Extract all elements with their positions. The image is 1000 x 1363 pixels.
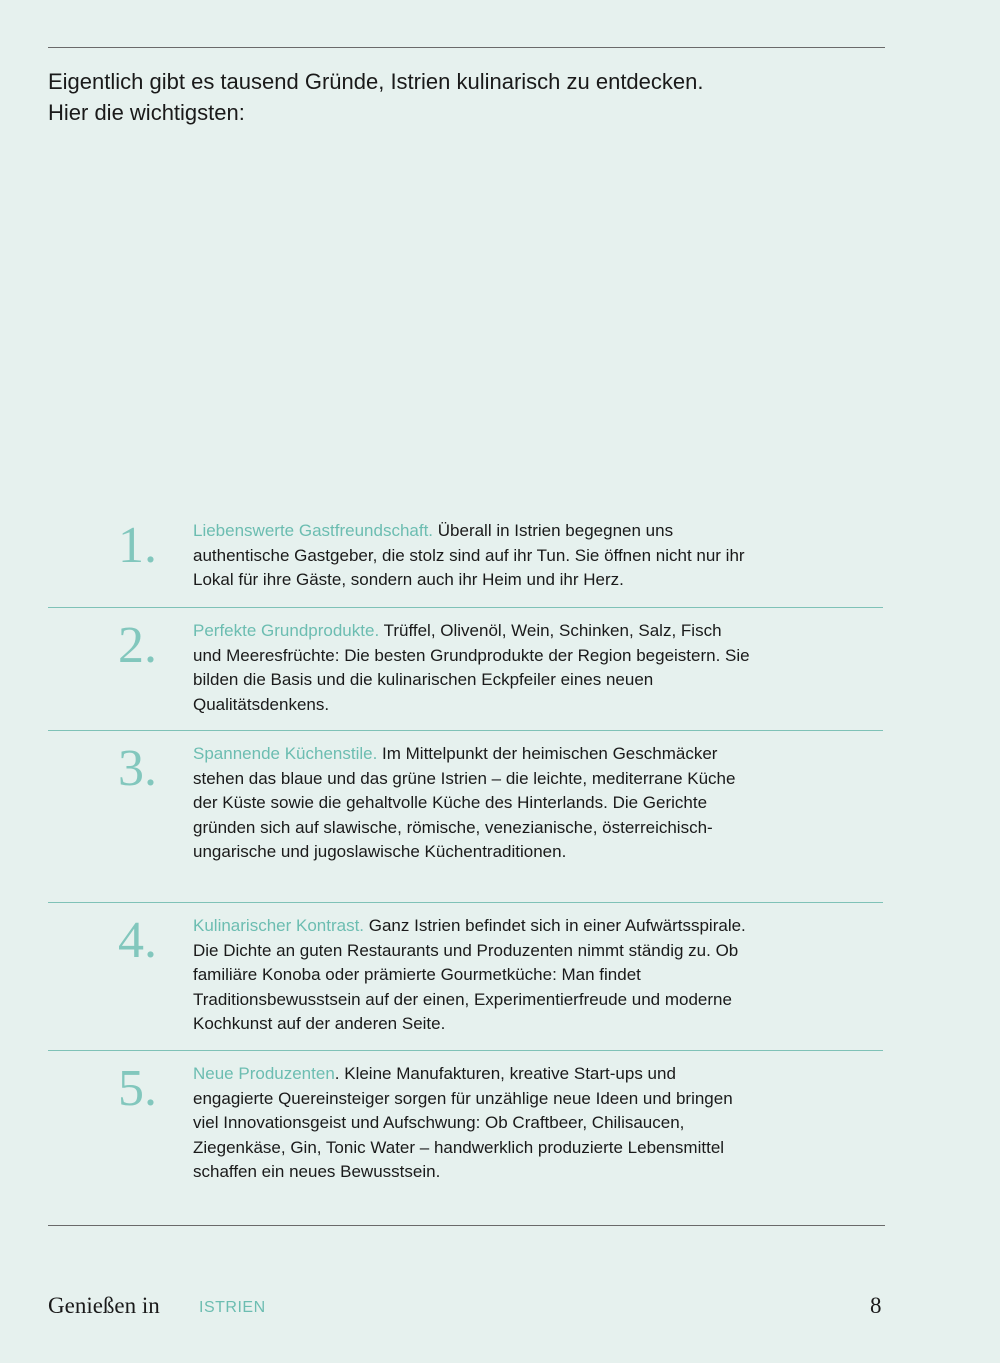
item-body: Überall in Istrien begegnen uns authentische Gastgeber, die stolz sind auf ihr Tun. Sie öffnen nicht nur ihr Lokal für ihre Gäste, sondern auch ihr Heim und ihr Herz.: [193, 521, 745, 589]
item-heading: Neue Produzenten: [193, 1064, 335, 1083]
item-text: [193, 914, 753, 1037]
item-body: Ganz Istrien befindet sich in einer Aufwärtsspirale. Die Dichte an guten Restaurants und Produzenten nimmt ständig zu. Ob familiäre Konoba oder prämierte Gourmetküche: Man findet Traditionsbewusstsein auf der einen, Experimentierfreude und moderne Kochkunst auf der anderen Seite.: [193, 916, 746, 1033]
item-body: . Kleine Manufakturen, kreative Start-ups und engagierte Quereinsteiger sorgen für unzählige neue Ideen und bringen viel Innovationsgeist und Aufschwung: Ob Craftbeer, Chilisaucen, Ziegenkäse, Gin, Tonic Water – handwerklich produzierte Lebensmittel schaffen ein neues Bewusstsein.: [193, 1064, 733, 1181]
item-text: [193, 1062, 753, 1185]
item-number: 3.: [118, 740, 157, 797]
footer-title: Genießen in: [48, 1293, 160, 1318]
item-number: 1.: [118, 517, 157, 574]
item-separator: [48, 902, 883, 903]
item-heading: Perfekte Grundprodukte.: [193, 621, 380, 640]
item-heading: Spannende Küchenstile.: [193, 744, 378, 763]
item-body: Trüffel, Olivenöl, Wein, Schinken, Salz, Fisch und Meeresfrüchte: Die besten Grundprodukte der Region begeistern. Sie bilden die Basis und die kulinarischen Eckpfeiler eines neuen Qualitätsdenkens.: [193, 621, 750, 714]
footer-subtitle: ISTRIEN: [199, 1299, 266, 1316]
item-separator: [48, 1050, 883, 1051]
item-number: 2.: [118, 617, 157, 674]
item-separator: [48, 607, 883, 608]
top-rule: [48, 47, 885, 48]
item-body: Im Mittelpunkt der heimischen Geschmäcker stehen das blaue und das grüne Istrien – die leichte, mediterrane Küche der Küste sowie die gehaltvolle Küche des Hinterlands. Die Gerichte gründen sich auf slawische, römische, venezianische, österreichisch-ungarische und jugoslawische Küchentraditionen.: [193, 744, 736, 861]
intro-text: Eigentlich gibt es tausend Gründe, Istrien kulinarisch zu entdecken. Hier die wichtigsten:: [48, 69, 704, 125]
item-text: [193, 742, 753, 865]
item-number: 5.: [118, 1060, 157, 1117]
item-separator: [48, 730, 883, 731]
page-number: 8: [870, 1293, 882, 1318]
item-heading: Liebenswerte Gastfreundschaft.: [193, 521, 434, 540]
item-heading: Kulinarischer Kontrast.: [193, 916, 365, 935]
bottom-rule: [48, 1225, 885, 1226]
item-number: 4.: [118, 912, 157, 969]
item-text: [193, 519, 753, 593]
item-text: [193, 619, 753, 717]
